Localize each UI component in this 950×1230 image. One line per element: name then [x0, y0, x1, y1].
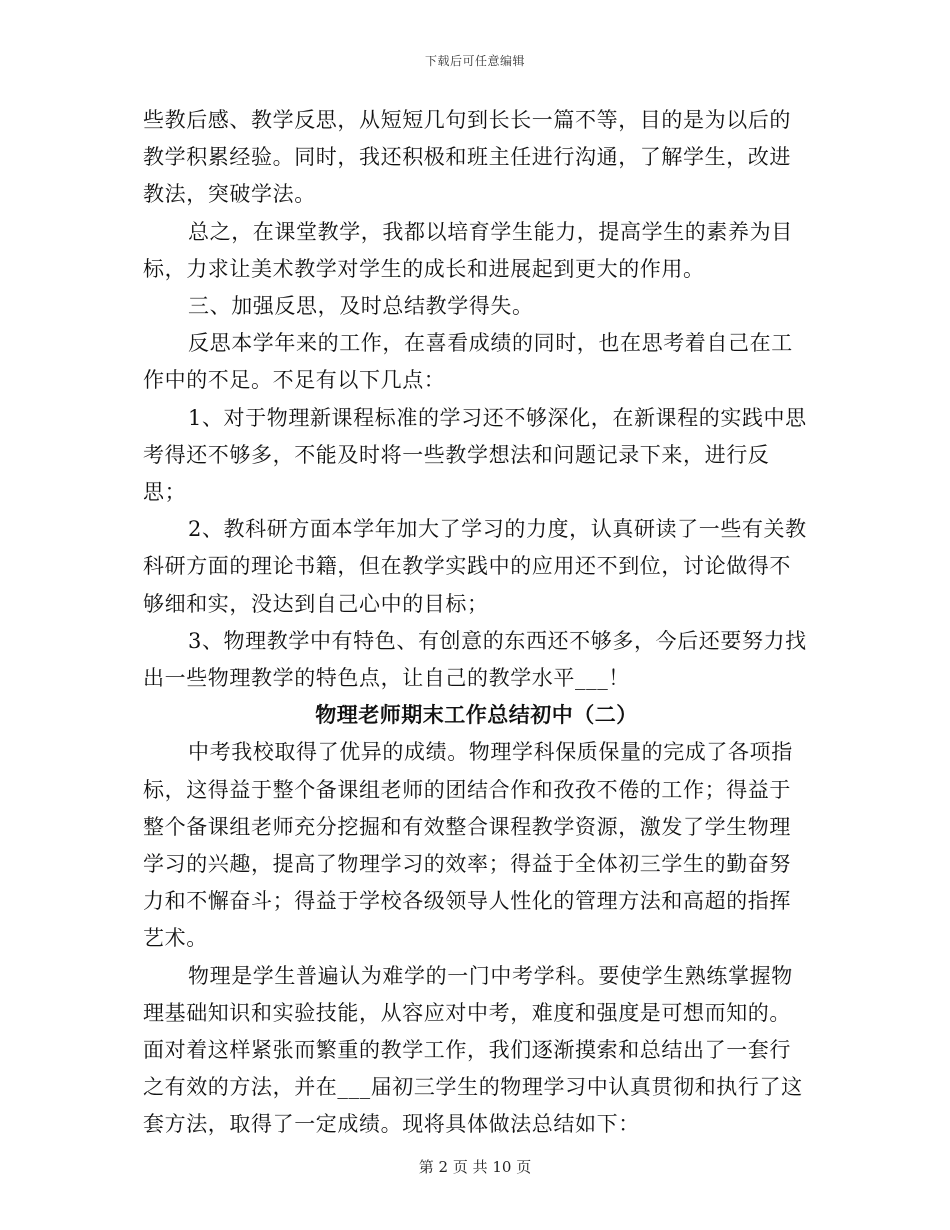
list-item: 1、对于物理新课程标准的学习还不够深化，在新课程的实践中思考得还不够多，不能及时将一些教学想法和问题记录下来，进行反思； [143, 405, 807, 505]
section-title: 物理老师期末工作总结初中（二） [315, 703, 638, 728]
list-item: 3、物理教学中有特色、有创意的东西还不够多，今后还要努力找出一些物理教学的特色点，让自己的教学水平___！ [143, 628, 807, 691]
document-body [143, 102, 810, 1144]
page-header: 下载后可任意编辑 [424, 54, 525, 68]
subheading: 三、加强反思，及时总结教学得失。 [188, 294, 534, 319]
page-footer: 第 2 页 共 10 页 [418, 1158, 532, 1176]
paragraph: 总之，在课堂教学，我都以培育学生能力，提高学生的素养为目标，力求让美术教学对学生的成长和进展起到更大的作用。 [143, 219, 793, 281]
paragraph-continued: 些教后感、教学反思，从短短几句到长长一篇不等，目的是为以后的教学积累经验。同时，我还积极和班主任进行沟通，了解学生，改进教法，突破学法。 [143, 108, 791, 207]
paragraph: 反思本学年来的工作，在喜看成绩的同时，也在思考着自己在工作中的不足。不足有以下几点： [143, 331, 793, 393]
paragraph: 中考我校取得了优异的成绩。物理学科保质保量的完成了各项指标，这得益于整个备课组老师的团结合作和孜孜不倦的工作；得益于整个备课组老师充分挖掘和有效整合课程教学资源，激发了学生物理学习的兴趣，提高了物理学习的效率；得益于全体初三学生的勤奋努力和不懈奋斗；得益于学校各级领导人性化的管理方法和高超的指挥艺术。 [143, 740, 793, 951]
paragraph: 物理是学生普遍认为难学的一门中考学科。要使学生熟练掌握物理基础知识和实验技能，从容应对中考，难度和强度是可想而知的。面对着这样紧张而繁重的教学工作，我们逐渐摸索和总结出了一套行之有效的方法，并在___届初三学生的物理学习中认真贯彻和执行了这套方法，取得了一定成绩。现将具体做法总结如下： [143, 963, 803, 1137]
list-item: 2、教科研方面本学年加大了学习的力度，认真研读了一些有关教科研方面的理论书籍，但在教学实践中的应用还不到位，讨论做得不够细和实，没达到自己心中的目标； [143, 517, 807, 616]
